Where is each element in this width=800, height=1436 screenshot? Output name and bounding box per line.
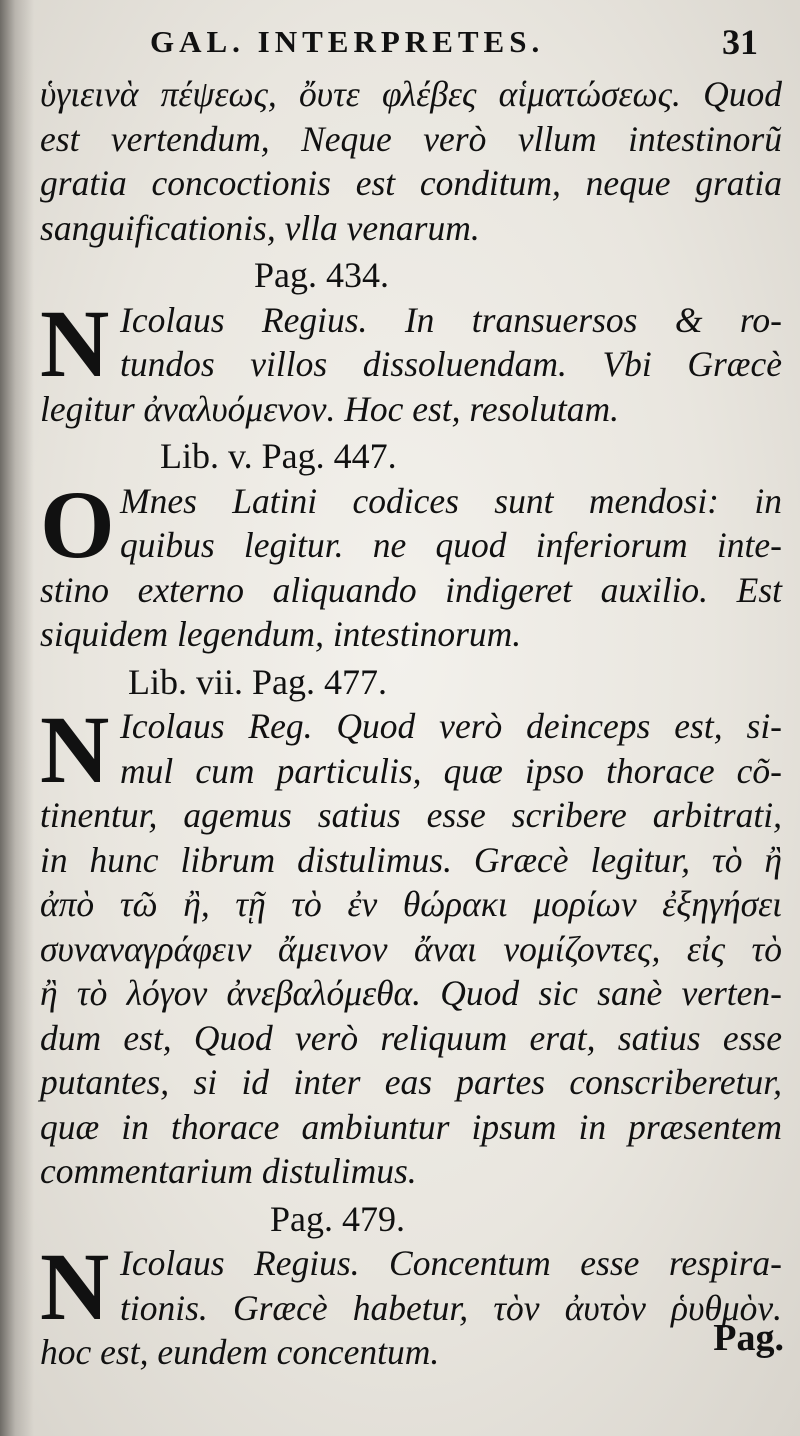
text-line: tionis. Græcè habetur, τὸν ἀυτὸν ῥυθμὸν.	[120, 1287, 782, 1328]
page-gutter-shadow	[0, 0, 34, 1436]
text-line: Icolaus Reg. Quod verò deinceps est, si-	[120, 706, 782, 746]
section-paragraph	[40, 696, 782, 1194]
section-caption: Pag. 434.	[254, 255, 389, 295]
running-title: GAL. INTERPRETES.	[150, 24, 545, 59]
text-line: Icolaus Regius. Concentum esse respira-	[120, 1243, 782, 1283]
section-paragraph	[40, 1233, 782, 1375]
text-line: mul cum particulis, quæ ipso thorace cõ-	[120, 750, 782, 791]
text-line: stino externo aliquando indigeret auxilio. Est	[40, 569, 782, 610]
text-line: est vertendum, Neque verò vllum intestinorũ	[40, 118, 782, 159]
section-caption: Pag. 479.	[270, 1198, 405, 1239]
section-paragraph	[40, 470, 782, 657]
text-line: in hunc librum distulimus. Græcè legitur, τὸ ἢ	[40, 839, 782, 880]
text-line: quibus legitur. ne quod inferiorum inte-	[120, 525, 782, 565]
intro-paragraph	[40, 72, 782, 250]
drop-cap: N	[40, 1233, 110, 1340]
drop-cap: N	[40, 289, 110, 397]
text-line: Icolaus Regius. In transuersos & ro-	[120, 299, 782, 340]
page-number: 31	[722, 22, 758, 62]
text-line: gratia concoctionis est conditum, neque gratia	[40, 163, 782, 203]
text-line: tundos villos dissoluendam. Vbi Græcè	[120, 344, 782, 384]
catchword: Pag.	[713, 1317, 784, 1359]
body-text	[40, 72, 782, 1375]
text-line: Mnes Latini codices sunt mendosi: in	[120, 480, 782, 521]
drop-cap: O	[40, 470, 115, 578]
text-line: quæ in thorace ambiuntur ipsum in præsentem	[40, 1106, 782, 1147]
text-line: ἢ τὸ λόγον ἀνεβαλόμεθα. Quod sic sanè verten-	[40, 973, 782, 1013]
section-caption: Lib. v. Pag. 447.	[160, 436, 397, 476]
text-line: commentarium distulimus.	[40, 1151, 417, 1191]
text-line: putantes, si id inter eas partes conscriberetur,	[40, 1062, 782, 1102]
text-line: sanguificationis, vlla venarum.	[40, 207, 480, 248]
page-header	[150, 18, 770, 66]
text-line: siquidem legendum, intestinorum.	[40, 614, 522, 654]
text-line: ὑγιεινὰ πέψεως, ὄυτε φλέβες αἱματώσεως. Quod	[40, 74, 782, 114]
text-line: dum est, Quod verò reliquum erat, satius esse	[40, 1017, 782, 1058]
text-line: hoc est, eundem concentum.	[40, 1332, 440, 1372]
text-line: συναναγράφειν ἄμεινον ἄναι νομίζοντες, εἰς τὸ	[40, 928, 782, 969]
section-caption: Lib. vii. Pag. 477.	[128, 661, 387, 702]
text-line: tinentur, agemus satius esse scribere arbitrati,	[40, 795, 782, 835]
drop-cap: N	[40, 696, 110, 803]
section-paragraph	[40, 289, 782, 432]
text-line: ἀπὸ τῶ ἢ, τῇ τὸ ἐν θώρακι μορίων ἐξηγήσει	[40, 884, 782, 924]
text-line: legitur ἀναλυόμενον. Hoc est, resolutam.	[40, 388, 619, 429]
